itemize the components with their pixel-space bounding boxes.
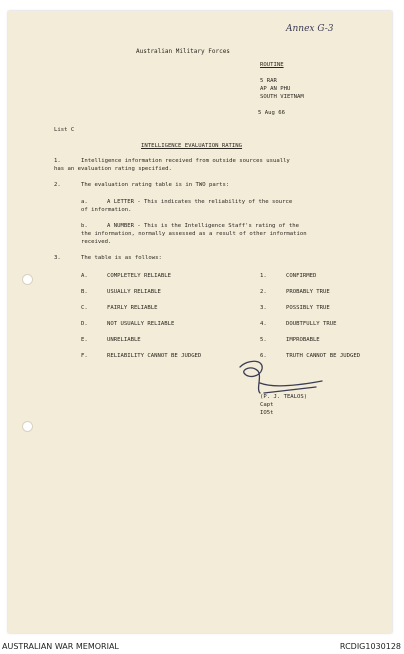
handwritten-signature — [230, 353, 330, 399]
precedence-routine: ROUTINE — [260, 62, 284, 68]
reliability-text-a: COMPLETELY RELIABLE — [107, 273, 171, 279]
para-2a-line-1: A LETTER - This indicates the reliability of the source — [107, 199, 293, 205]
footer-record-id: RCDIG1030128 — [339, 642, 401, 651]
document-page — [8, 11, 392, 633]
address-line-2: AP AN PHU — [260, 86, 291, 92]
signatory-rank: Capt — [260, 402, 274, 408]
para-2b-line-3: received. — [81, 239, 112, 245]
footer-archive-name: AUSTRALIAN WAR MEMORIAL — [2, 642, 119, 651]
para-1-line-1: Intelligence information received from outside sources usually — [81, 158, 290, 164]
credibility-text-4: DOUBTFULLY TRUE — [286, 321, 337, 327]
annex-annotation: Annex G-3 — [286, 24, 334, 34]
reliability-code-c: C. — [81, 305, 88, 311]
address-line-1: 5 RAR — [260, 78, 277, 84]
credibility-code-4: 4. — [260, 321, 267, 327]
list-label: List C — [54, 127, 75, 133]
reliability-text-c: FAIRLY RELIABLE — [107, 305, 158, 311]
para-2-line-1: The evaluation rating table is in TWO parts: — [81, 182, 230, 188]
credibility-code-6: 6. — [260, 353, 267, 359]
document-date: 5 Aug 66 — [258, 110, 285, 116]
reliability-code-d: D. — [81, 321, 88, 327]
reliability-text-d: NOT USUALLY RELIABLE — [107, 321, 175, 327]
archive-footer — [0, 640, 404, 654]
credibility-text-6: TRUTH CANNOT BE JUDGED — [286, 353, 361, 359]
document-title: Australian Military Forces — [136, 48, 230, 55]
reliability-code-f: F. — [81, 353, 88, 359]
para-3-line-1: The table is as follows: — [81, 255, 162, 261]
address-line-3: SOUTH VIETNAM — [260, 94, 304, 100]
reliability-text-e: UNRELIABLE — [107, 337, 141, 343]
credibility-text-5: IMPROBABLE — [286, 337, 320, 343]
credibility-text-3: POSSIBLY TRUE — [286, 305, 330, 311]
credibility-text-2: PROBABLY TRUE — [286, 289, 330, 295]
para-2b-line-1: A NUMBER - This is the Intelligence Staff's rating of the — [107, 223, 299, 229]
para-1-number: 1. — [54, 158, 61, 164]
signatory-unit: IO5t — [260, 410, 274, 416]
para-3-number: 3. — [54, 255, 61, 261]
para-2a-label: a. — [81, 199, 88, 205]
reliability-code-b: B. — [81, 289, 88, 295]
credibility-text-1: CONFIRMED — [286, 273, 317, 279]
reliability-code-a: A. — [81, 273, 88, 279]
para-2b-line-2: the information, normally assessed as a result of other information — [81, 231, 307, 237]
punch-hole-top — [22, 274, 33, 285]
section-heading: INTELLIGENCE EVALUATION RATING — [141, 143, 243, 149]
reliability-text-f: RELIABILITY CANNOT BE JUDGED — [107, 353, 202, 359]
credibility-code-3: 3. — [260, 305, 267, 311]
para-1-line-2: has an evaluation rating specified. — [54, 166, 172, 172]
credibility-code-5: 5. — [260, 337, 267, 343]
para-2a-line-2: of information. — [81, 207, 132, 213]
punch-hole-bottom — [22, 421, 33, 432]
reliability-code-e: E. — [81, 337, 88, 343]
signatory-name: (P. J. TEALOS) — [260, 394, 308, 400]
reliability-text-b: USUALLY RELIABLE — [107, 289, 161, 295]
credibility-code-1: 1. — [260, 273, 267, 279]
para-2b-label: b. — [81, 223, 88, 229]
para-2-number: 2. — [54, 182, 61, 188]
credibility-code-2: 2. — [260, 289, 267, 295]
